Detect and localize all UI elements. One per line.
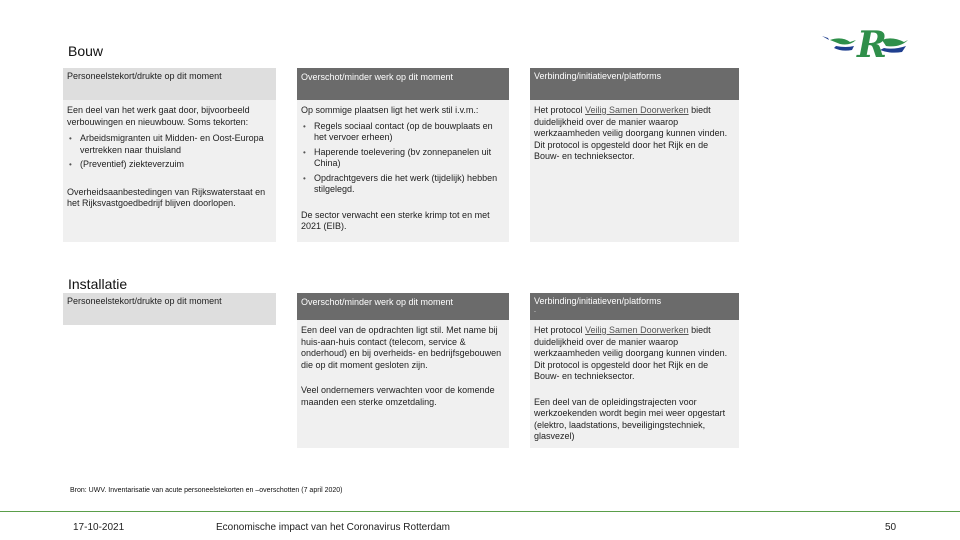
page-number: 50 <box>885 522 897 533</box>
installatie-connection-text <box>534 325 735 383</box>
bouw-header-shortage: Personeelstekort/drukte op dit moment <box>63 68 276 100</box>
installatie-header-shortage: Personeelstekort/drukte op dit moment <box>63 293 276 325</box>
protocol-link[interactable]: Veilig Samen Doorwerken <box>585 325 689 335</box>
bouw-connection-text <box>534 105 735 163</box>
bouw-shortage-list <box>67 133 272 171</box>
installatie-header-surplus: Overschot/minder werk op dit moment <box>297 293 509 325</box>
footer-title: Economische impact van het Coronavirus Rotterdam <box>216 522 450 533</box>
section-title-installatie: Installatie <box>68 276 128 292</box>
footer-divider <box>0 511 960 512</box>
bouw-shortage-outro: Overheidsaanbestedingen van Rijkswaterstaat en het Rijksvastgoedbedrijf blijven doorlopen. <box>67 186 266 208</box>
bouw-connection-before: Het protocol <box>534 105 586 115</box>
list-item: • Arbeidsmigranten uit Midden- en Oost-Europa vertrekken naar thuisland <box>67 133 272 156</box>
installatie-header-connection-label: Verbinding/initiatieven/platforms <box>534 296 662 306</box>
bouw-header-surplus: Overschot/minder werk op dit moment <box>297 68 509 100</box>
section-title-bouw: Bouw <box>68 43 104 59</box>
logo <box>820 26 912 66</box>
bouw-shortage-cell <box>63 100 276 242</box>
installatie-connection-p2: Een deel van de opleidingstrajecten voor werkzoekenden wordt begin mei weer opgestart (elektro, laadstations, beveiligingstechniek, glasvezel) <box>534 396 726 441</box>
bouw-surplus-intro: Op sommige plaatsen ligt het werk stil i.v.m.: <box>301 105 479 115</box>
installatie-surplus-p2: Veel ondernemers verwachten voor de komende maanden een sterke omzetdaling. <box>301 385 495 407</box>
installatie-connection-before: Het protocol <box>534 325 586 335</box>
bouw-connection-after: biedt duidelijkheid over de manier waarop werkzaamheden veilig doorgang kunnen vinden. Dit protocol is opgesteld door het Rijk en de Bouw- en technieksector. <box>534 105 728 161</box>
list-item: • (Preventief) ziekteverzuim <box>67 159 272 171</box>
installatie-surplus-p1: Een deel van de opdrachten ligt stil. Met name bij huis-aan-huis contact (telecom, service & onderhoud) en bij overheids- en bedrijfsgebouwen die op dit moment gesloten zijn. <box>301 325 502 370</box>
source-note: Bron: UWV. Inventarisatie van acute personeelstekorten en –overschotten (7 april 2020) <box>70 487 343 494</box>
bouw-surplus-list <box>301 121 505 196</box>
bouw-header-connection: Verbinding/initiatieven/platforms <box>530 68 739 100</box>
installatie-header-connection-extra: . <box>534 307 536 314</box>
list-item: • Opdrachtgevers die het werk (tijdelijk) hebben stilgelegd. <box>301 173 505 196</box>
list-item: • Haperende toelevering (bv zonnepanelen uit China) <box>301 147 505 170</box>
installatie-connection-cell <box>530 320 739 448</box>
installatie-connection-after: biedt duidelijkheid over de manier waarop werkzaamheden veilig doorgang kunnen vinden. Dit protocol is opgesteld door het Rijk en de Bouw- en technieksector. <box>534 325 728 381</box>
bouw-connection-cell <box>530 100 739 242</box>
footer-date: 17-10-2021 <box>73 522 125 533</box>
protocol-link[interactable]: Veilig Samen Doorwerken <box>585 105 689 115</box>
list-item: • Regels sociaal contact (op de bouwplaats en het vervoer erheen) <box>301 121 505 144</box>
bouw-surplus-cell <box>297 100 509 242</box>
installatie-surplus-cell <box>297 320 509 448</box>
logo-letter: R <box>857 24 887 66</box>
bouw-surplus-outro: De sector verwacht een sterke krimp tot en met 2021 (EIB). <box>301 209 490 231</box>
bouw-shortage-intro: Een deel van het werk gaat door, bijvoorbeeld verbouwingen en nieuwbouw. Soms tekorten: <box>67 105 250 127</box>
